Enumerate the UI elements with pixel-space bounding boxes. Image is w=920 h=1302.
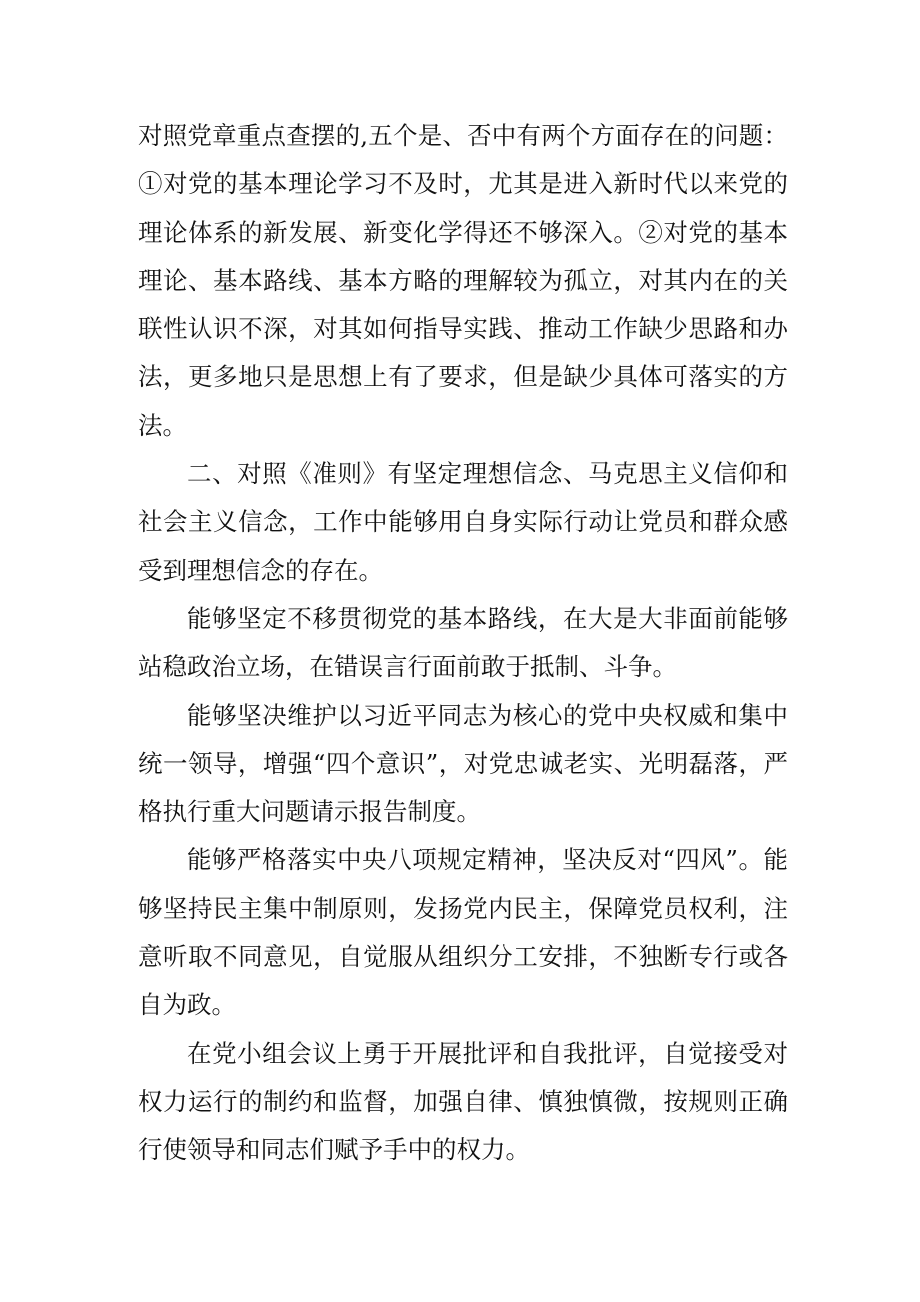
paragraph-eight-regulations: 能够严格落实中央八项规定精神，坚决反对“四风”。能够坚持民主集中制原则，发扬党内民主，保障党员权利，注意听取不同意见，自觉服从组织分工安排，不独断专行或各自为政。 xyxy=(138,845,788,1020)
paragraph-party-charter-review: 对照党章重点查摆的,五个是、否中有两个方面存在的问题：①对党的基本理论学习不及时，尤其是进入新时代以来党的理论体系的新发展、新变化学得还不够深入。②对党的基本理论、基本路线、基本方略的理解较为孤立，对其内在的关联性认识不深，对其如何指导实践、推动工作缺少思路和办法，更多地只是思想上有了要求，但是缺少具体可落实的方法。 xyxy=(138,121,788,440)
document-body xyxy=(138,112,788,1175)
paragraph-criticism-supervision: 在党小组会议上勇于开展批评和自我批评，自觉接受对权力运行的制约和监督，加强自律、慎独慎微，按规则正确行使领导和同志们赋予手中的权力。 xyxy=(138,1038,788,1165)
paragraph-basic-line: 能够坚定不移贯彻党的基本路线，在大是大非面前能够站稳政治立场，在错误言行面前敢于抵制、斗争。 xyxy=(138,603,788,682)
paragraph-central-authority: 能够坚决维护以习近平同志为核心的党中央权威和集中统一领导，增强“四个意识”，对党忠诚老实、光明磊落，严格执行重大问题请示报告制度。 xyxy=(138,700,788,827)
paragraph-guidelines-ideals: 二、对照《准则》有坚定理想信念、马克思主义信仰和社会主义信念，工作中能够用自身实际行动让党员和群众感受到理想信念的存在。 xyxy=(138,459,788,585)
